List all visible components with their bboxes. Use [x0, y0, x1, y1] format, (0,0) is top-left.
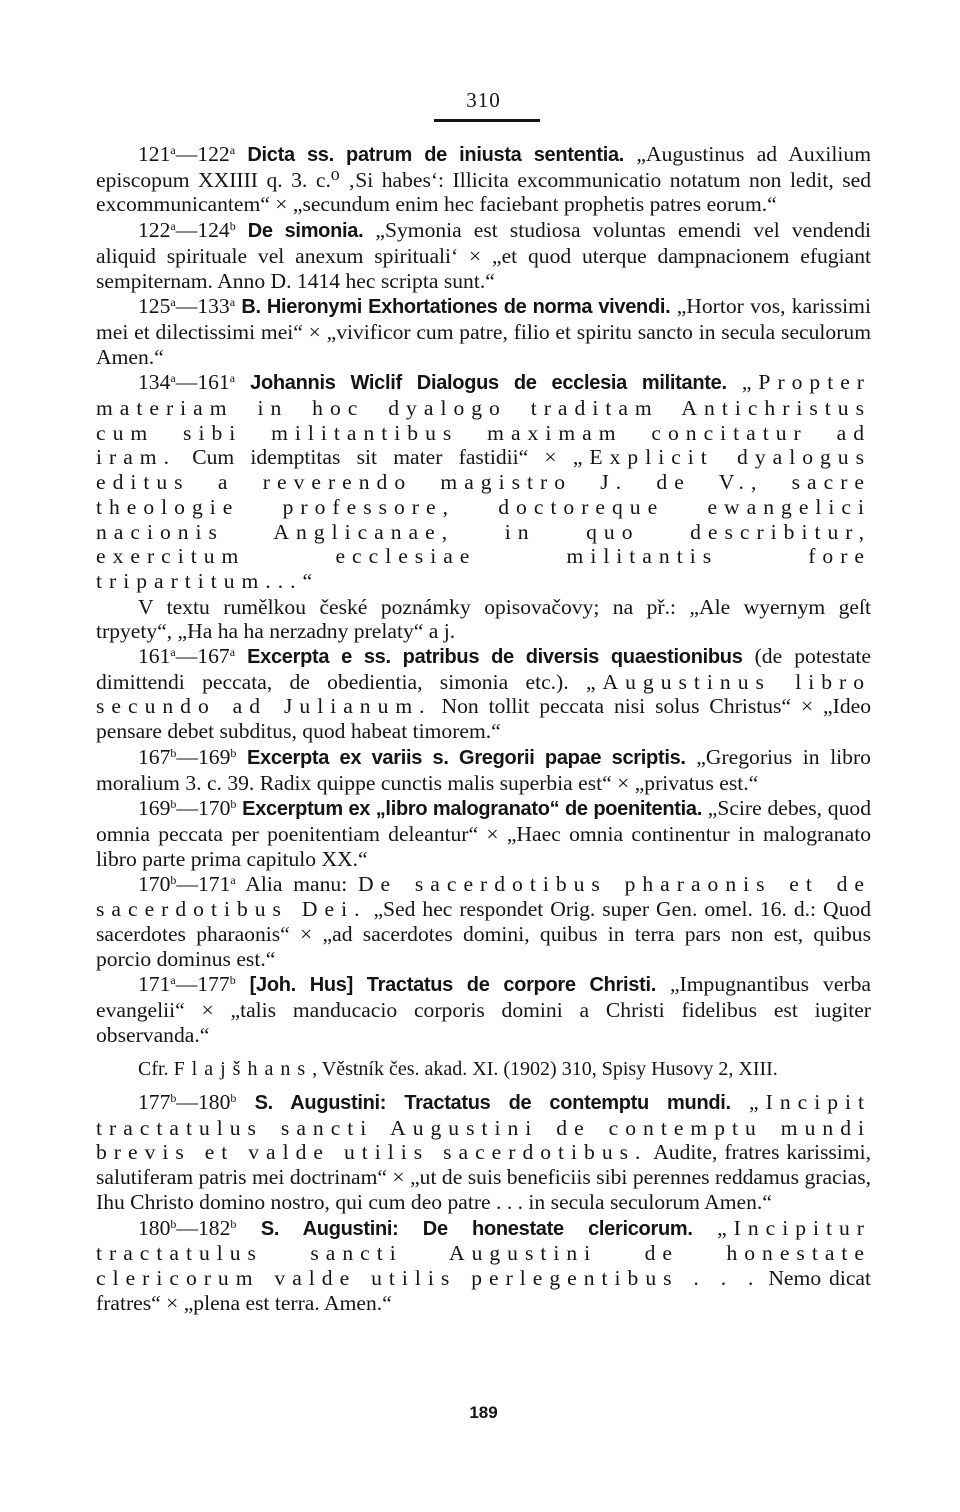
entry-text: „Sed hec respondet Orig. super Gen. omel. 16. d.: Quod sacerdotes pharaonis“ × „ad sacerdotes domini, quibus in terra pars non est, quibus porcio dominus est.“ [96, 897, 872, 971]
author-spaced: Flajšhans [173, 1058, 313, 1081]
entry-title: B. Hieronymi Exhortationes de norma vivendi. [241, 296, 671, 319]
catalog-entry [96, 294, 871, 369]
explicit-spaced: „Explicit dyalogus editus a reverendo magistro J. de V., sacre theologie professore, doctoreque ewangelici nacionis Anglicanae, in quo describitur, exercitum ecclesiae militantis fore tripartitum...“ [96, 445, 871, 593]
entry-title: S. Augustini: Tractatus de contemptu mundi. [254, 1092, 731, 1115]
entry-text: „Gregorius in libro moralium 3. c. 39. Radix quippe cunctis malis superbia est“ × „privatus est.“ [96, 744, 871, 795]
catalog-entry [96, 370, 871, 593]
entry-text: Audite, fratres karissimi, salutiferam patris mei doctrinam“ × „ut de suis beneficiis sibi perennes reddamus gracias, Ihu Christo domino nostro, qui cum deo patre . . . in secula seculorum Amen.“ [96, 1140, 871, 1214]
folio-range: 167$^b$—169$^b$ [138, 744, 237, 769]
folio-range: 121$^a$—122$^a$ [138, 142, 236, 166]
entry-title: S. Augustini: De honestate clericorum. [260, 1217, 693, 1240]
reference-line: Cfr. Flajšhans, Věstník čes. akad. XI. (1902) 310, Spisy Husovy 2, XIII. [138, 1058, 778, 1081]
page-number-header: 310 [466, 88, 501, 112]
entry-title: De simonia. [247, 220, 364, 243]
entry-text: „Hortor vos, karissimi mei et dilectissimi mei“ × „vivificor cum patre, filio et spiritu sancto in secula seculorum Amen.“ [96, 294, 871, 369]
entry-title: Excerpta ex variis s. Gregorii papae scriptis. [246, 746, 686, 769]
catalog-entry [96, 1090, 871, 1215]
folio-range: 122$^a$—124$^b$ [138, 218, 236, 243]
incipit-spaced: De sacerdotibus pharaonis et de sacerdotibus Dei. [96, 872, 872, 922]
catalog-entry [96, 644, 871, 744]
folio-range: 170$^b$—171$^a$ [138, 872, 236, 897]
catalog-entry [96, 1216, 871, 1316]
incipit-spaced: „Incipit tractatulus sancti Augustini de contemptu mundi brevis et valde utilis sacerdotibus. [96, 1090, 871, 1165]
entry-title: Johannis Wiclif Dialogus de ecclesia militante. [250, 372, 727, 395]
catalog-entry [96, 142, 871, 217]
incipit-spaced: „Incipitur tractatulus sancti Augustini de honestate clericorum valde utilis perlegentibus . . . [96, 1215, 872, 1290]
entry-text: „Augustinus ad Auxilium episcopum XXIIII q. 3. c.⁰ ‚Si habes‘: Illicita excommunicatio notatum non ledit, sed excommunicantem“ × „secundum enim hec faciebant prophetis patres eorum.“ [96, 142, 872, 217]
folio-range: 161$^a$—167$^a$ [138, 644, 236, 669]
folio-range: 125$^a$—133$^a$ [138, 294, 236, 319]
entry-text: „Scire debes, quod omnia peccata per poenitentiam deleantur“ × „Haec omnia continentur in malogranato libro parte prima capitulo XX.“ [96, 796, 871, 871]
folio-range: 169$^b$—170$^b$ [138, 796, 237, 821]
catalog-entry [96, 745, 871, 795]
folio-range: 180$^b$—182$^b$ [138, 1215, 237, 1240]
catalog-text [96, 142, 871, 1316]
entry-text: Alia manu: [245, 872, 358, 897]
entry-title: Excerptum ex „libro malogranato“ de poenitentia. [242, 798, 702, 821]
catalog-entry [96, 218, 871, 293]
catalog-entry [96, 796, 871, 871]
header-rule [434, 119, 540, 122]
entry-title: Dicta ss. patrum de iniusta sententia. [247, 144, 625, 166]
catalog-entry [96, 972, 871, 1047]
entry-text: Nemo dicat fratres“ × „plena est terra. Amen.“ [96, 1265, 871, 1315]
scribe-note: V textu rumělkou české poznámky opisovačovy; na př.: „Ale wyernym geſt trpyety“, „Ha ha ha nerzadny prelaty“ a j. [96, 594, 871, 644]
entry-title: [Joh. Hus] Tractatus de corpore Christi. [249, 974, 656, 997]
entry-text: „Symonia est studiosa voluntas emendi vel vendendi aliquid spirituale vel anexum spirituali‘ × „et quod uterque dampnacionem efugiant sempiternam. Anno D. 1414 hec scripta sunt.“ [96, 218, 871, 293]
folio-range: 177$^b$—180$^b$ [138, 1090, 237, 1115]
entry-text: „Impugnantibus verba evangelii“ × „talis manducacio corporis domini a Christi fidelibus est iugiter observanda.“ [96, 972, 871, 1047]
catalog-entry [96, 872, 871, 971]
entry-title: Excerpta e ss. patribus de diversis quaestionibus [247, 646, 743, 669]
entry-text: Non tollit peccata nisi solus Christus“ × „Ideo pensare debet subditus, quod habeat timorem.“ [96, 694, 871, 744]
incipit-spaced: „Augustinus libro secundo ad Julianum. [96, 669, 871, 719]
folio-range: 134$^a$—161$^a$ [138, 370, 236, 395]
entry-text: Cum idemptitas sit mater fastidii“ × [175, 445, 573, 470]
entry-text: (de potestate dimittendi peccata, de obedientia, simonia etc.). [96, 644, 871, 694]
page-number-footer: 189 [469, 1403, 498, 1422]
folio-range: 171$^a$—177$^b$ [138, 972, 236, 997]
incipit-spaced: „Propter materiam in hoc dyalogo traditam Antichristus cum sibi militantibus maximam concitatur ad iram. [96, 370, 871, 470]
